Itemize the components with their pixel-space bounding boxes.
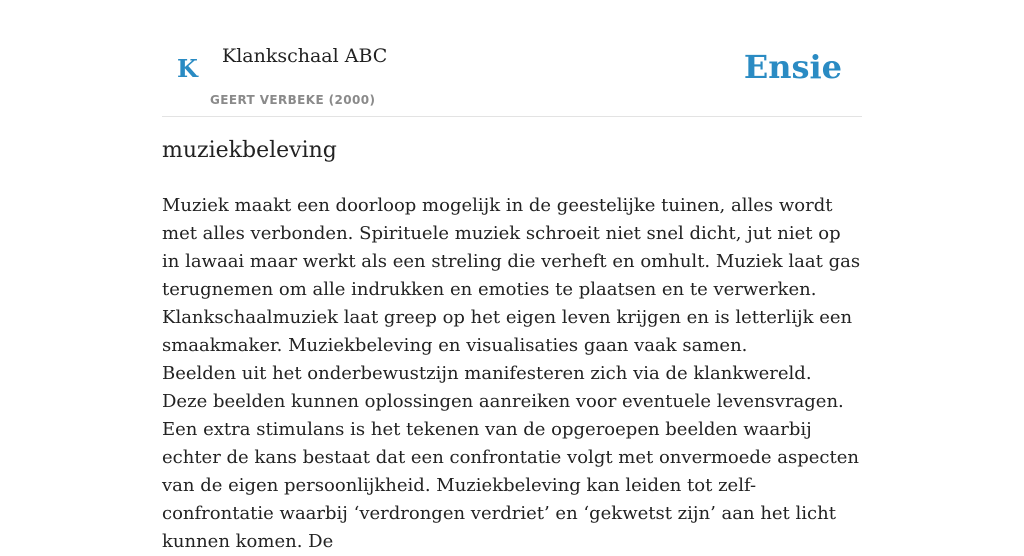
book-logo-icon[interactable]: K xyxy=(177,54,198,83)
ensie-logo-link[interactable]: Ensie xyxy=(743,48,842,86)
entry-body xyxy=(162,192,862,556)
entry-paragraph: Beelden uit het onderbewustzijn manifesteren zich via de klankwereld. Deze beelden kunnen oplossingen aanreiken voor eventuele levensvragen. Een extra stimulans is het tekenen van de opgeroepen beelden waarbij echter de kans bestaat dat een confrontatie volgt met onvermoede aspecten van de eigen persoonlijkheid. Muziekbeleving kan leiden tot zelf-confrontatie waarbij ‘verdrongen verdriet’ en ‘gekwetst zijn’ aan het licht kunnen komen. De xyxy=(162,363,859,552)
book-title-link[interactable]: Klankschaal ABC xyxy=(222,45,388,67)
header xyxy=(162,0,862,117)
entry-title: muziekbeleving xyxy=(162,138,337,163)
author-label: GEERT VERBEKE (2000) xyxy=(210,93,376,107)
entry-paragraph: Muziek maakt een doorloop mogelijk in de geestelijke tuinen, alles wordt met alles verbonden. Spirituele muziek schroeit niet snel dicht, jut niet op in lawaai maar werkt als een streling die verheft en omhult. Muziek laat gas terugnemen om alle indrukken en emoties te plaatsen en te verwerken. Klankschaalmuziek laat greep op het eigen leven krijgen en is letterlijk een smaakmaker. Muziekbeleving en visualisaties gaan vaak samen. xyxy=(162,195,861,356)
